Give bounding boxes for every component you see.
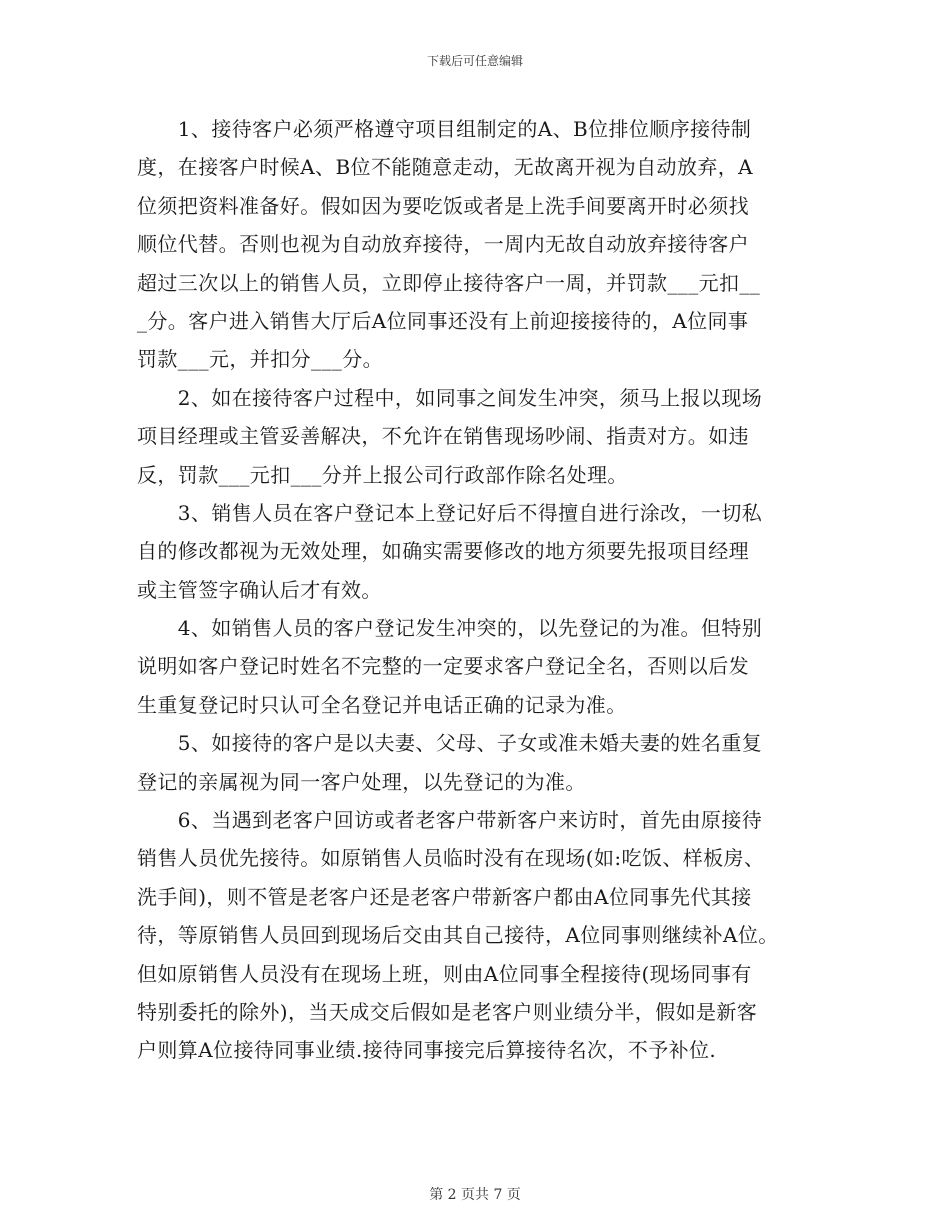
text-line: 位须把资料准备好。假如因为要吃饭或者是上洗手间要离开时必须找: [137, 193, 749, 218]
text-line: 或主管签字确认后才有效。: [137, 577, 382, 602]
page-header: 下载后可任意编辑: [426, 54, 523, 68]
text-line: 但如原销售人员没有在现场上班，则由A位同事全程接待(现场同事有: [137, 961, 752, 986]
text-line: 3、销售人员在客户登记本上登记好后不得擅自进行涂改，一切私: [137, 500, 763, 525]
text-line: 顺位代替。否则也视为自动放弃接待，一周内无故自动放弃接待客户: [137, 232, 749, 257]
text-line: 待，等原销售人员回到现场后交由其自己接待，A位同事则继续补A位。: [137, 923, 779, 948]
text-line: 6、当遇到老客户回访或者老客户带新客户来访时，首先由原接待: [137, 808, 763, 833]
text-line: 户则算A位接待同事业绩.接待同事接完后算接待名次，不予补位.: [137, 1038, 717, 1063]
text-line: 登记的亲属视为同一客户处理，以先登记的为准。: [137, 769, 586, 794]
text-line: 洗手间)，则不管是老客户还是老客户带新客户都由A位同事先代其接: [137, 884, 752, 909]
text-line: 2、如在接待客户过程中，如同事之间发生冲突，须马上报以现场: [137, 385, 763, 410]
text-line: 说明如客户登记时姓名不完整的一定要求客户登记全名，否则以后发: [137, 654, 749, 679]
text-line: 度，在接客户时候A、B位不能随意走动，无故离开视为自动放弃，A: [137, 155, 753, 180]
text-line: 销售人员优先接待。如原销售人员临时没有在现场(如:吃饭、样板房、: [137, 846, 765, 871]
text-line: 1、接待客户必须严格遵守项目组制定的A、B位排位顺序接待制: [137, 117, 752, 141]
text-line: 5、如接待的客户是以夫妻、父母、子女或准未婚夫妻的姓名重复: [137, 731, 763, 756]
text-line: 项目经理或主管妥善解决，不允许在销售现场吵闹、指责对方。如违: [137, 424, 749, 449]
page-footer: 第 2 页共 7 页: [429, 1187, 521, 1203]
document-body: [137, 110, 817, 1070]
text-line: 4、如销售人员的客户登记发生冲突的，以先登记的为准。但特别: [137, 616, 763, 641]
text-line: 自的修改都视为无效处理，如确实需要修改的地方须要先报项目经理: [137, 539, 749, 564]
text-line: 特别委托的除外)，当天成交后假如是老客户则业绩分半，假如是新客: [137, 999, 758, 1024]
text-line: 反，罚款___元扣___分并上报公司行政部作除名处理。: [137, 462, 628, 487]
text-line: 超过三次以上的销售人员，立即停止接待客户一周，并罚款___元扣__: [137, 270, 761, 295]
text-line: 生重复登记时只认可全名登记并电话正确的记录为准。: [137, 692, 627, 717]
text-line: 罚款___元，并扣分___分。: [137, 347, 383, 372]
text-line: _分。客户进入销售大厅后A位同事还没有上前迎接接待的，A位同事: [137, 308, 749, 333]
